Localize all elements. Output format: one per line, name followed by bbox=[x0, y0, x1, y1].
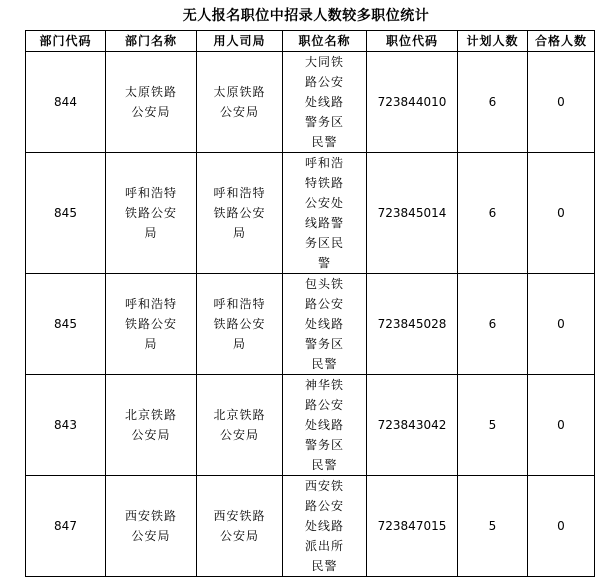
cell-position-name bbox=[283, 153, 367, 274]
cell-dept-name bbox=[106, 153, 197, 274]
cell-planned: 6 bbox=[458, 52, 528, 153]
column-header-position-code: 职位代码 bbox=[367, 31, 458, 52]
bureau-text: 呼和浩特铁路公安局 bbox=[213, 186, 266, 240]
cell-planned: 5 bbox=[458, 375, 528, 476]
cell-position-name bbox=[283, 375, 367, 476]
bureau-text: 呼和浩特铁路公安局 bbox=[213, 297, 266, 351]
position-name-text: 包头铁路公安处线路警务区民警 bbox=[304, 277, 344, 371]
cell-position-code: 723843042 bbox=[367, 375, 458, 476]
page-title: 无人报名职位中招录人数较多职位统计 bbox=[182, 8, 430, 24]
cell-dept-code: 847 bbox=[26, 476, 106, 577]
cell-position-code: 723845014 bbox=[367, 153, 458, 274]
position-name-text: 西安铁路公安处线路派出所民警 bbox=[304, 479, 344, 573]
position-name-text: 神华铁路公安处线路警务区民警 bbox=[304, 378, 344, 472]
cell-bureau bbox=[197, 375, 283, 476]
dept-name-text: 北京铁路公安局 bbox=[124, 408, 177, 442]
position-name-text: 呼和浩特铁路公安处线路警务区民警 bbox=[304, 156, 344, 270]
column-header-position-name: 职位名称 bbox=[283, 31, 367, 52]
cell-bureau bbox=[197, 52, 283, 153]
column-header-planned: 计划人数 bbox=[458, 31, 528, 52]
bureau-text: 西安铁路公安局 bbox=[213, 509, 266, 543]
table-row bbox=[26, 375, 595, 476]
cell-bureau bbox=[197, 153, 283, 274]
column-header-bureau: 用人司局 bbox=[197, 31, 283, 52]
cell-qualified: 0 bbox=[528, 52, 595, 153]
cell-qualified: 0 bbox=[528, 274, 595, 375]
cell-position-code: 723847015 bbox=[367, 476, 458, 577]
table-header-row bbox=[26, 31, 595, 52]
cell-dept-code: 845 bbox=[26, 274, 106, 375]
column-header-dept-name: 部门名称 bbox=[106, 31, 197, 52]
dept-name-text: 呼和浩特铁路公安局 bbox=[124, 186, 177, 240]
cell-qualified: 0 bbox=[528, 153, 595, 274]
cell-position-name bbox=[283, 476, 367, 577]
statistics-table bbox=[25, 30, 595, 577]
cell-dept-name bbox=[106, 52, 197, 153]
cell-dept-name bbox=[106, 274, 197, 375]
table-row bbox=[26, 274, 595, 375]
dept-name-text: 呼和浩特铁路公安局 bbox=[124, 297, 177, 351]
cell-bureau bbox=[197, 476, 283, 577]
cell-dept-name bbox=[106, 476, 197, 577]
cell-position-name bbox=[283, 52, 367, 153]
table-row bbox=[26, 52, 595, 153]
dept-name-text: 太原铁路公安局 bbox=[124, 85, 177, 119]
cell-dept-name bbox=[106, 375, 197, 476]
cell-planned: 5 bbox=[458, 476, 528, 577]
dept-name-text: 西安铁路公安局 bbox=[124, 509, 177, 543]
cell-qualified: 0 bbox=[528, 476, 595, 577]
cell-position-code: 723845028 bbox=[367, 274, 458, 375]
table-row bbox=[26, 476, 595, 577]
cell-bureau bbox=[197, 274, 283, 375]
cell-position-name bbox=[283, 274, 367, 375]
column-header-dept-code: 部门代码 bbox=[26, 31, 106, 52]
cell-qualified: 0 bbox=[528, 375, 595, 476]
cell-dept-code: 844 bbox=[26, 52, 106, 153]
position-name-text: 大同铁路公安处线路警务区民警 bbox=[304, 55, 344, 149]
cell-planned: 6 bbox=[458, 274, 528, 375]
column-header-qualified: 合格人数 bbox=[528, 31, 595, 52]
cell-dept-code: 843 bbox=[26, 375, 106, 476]
cell-dept-code: 845 bbox=[26, 153, 106, 274]
bureau-text: 太原铁路公安局 bbox=[213, 85, 266, 119]
bureau-text: 北京铁路公安局 bbox=[213, 408, 266, 442]
cell-position-code: 723844010 bbox=[367, 52, 458, 153]
table-row bbox=[26, 153, 595, 274]
cell-planned: 6 bbox=[458, 153, 528, 274]
